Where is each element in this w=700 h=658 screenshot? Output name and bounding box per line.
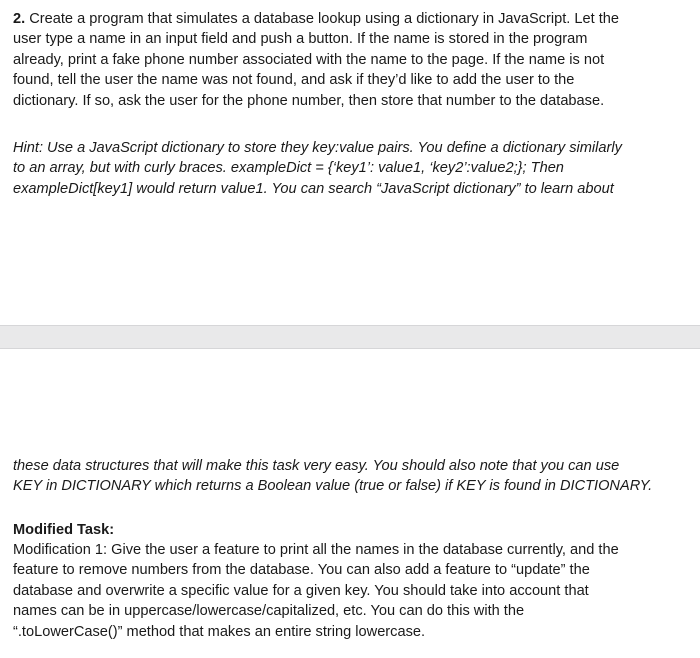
modified-task-heading: Modified Task: — [13, 522, 115, 538]
hint-line: to an array, but with curly braces. exampleDict = {‘key1’: value1, ‘key2’:value2;}; Then — [13, 160, 564, 177]
task-paragraph — [13, 9, 693, 111]
modified-line: “.toLowerCase()” method that makes an entire string lowercase. — [13, 623, 426, 640]
task-number: 2. — [13, 11, 26, 27]
modified-line: database and overwrite a specific value for a given key. You should take into account that — [13, 582, 589, 599]
modified-line: feature to remove numbers from the database. You can also add a feature to “update” the — [13, 562, 590, 579]
task-line-text: Create a program that simulates a database lookup using a dictionary in JavaScript. Let the — [25, 11, 619, 27]
page-break-divider — [0, 325, 700, 349]
task-line: user type a name in an input field and push a button. If the name is stored in the program — [13, 31, 588, 48]
hint-line: Hint: Use a JavaScript dictionary to store they key:value pairs. You define a dictionary similarly — [13, 140, 622, 156]
hint-line: KEY in DICTIONARY which returns a Boolean value (true or false) if KEY is found in DICTIONARY. — [13, 478, 653, 495]
task-line — [13, 9, 693, 29]
hint-line: exampleDict[key1] would return value1. You can search “JavaScript dictionary” to learn about — [13, 180, 614, 197]
task-line: dictionary. If so, ask the user for the phone number, then store that number to the database. — [13, 92, 605, 109]
hint-continuation-paragraph — [13, 456, 693, 497]
modified-task-paragraph — [13, 540, 693, 642]
hint-line: these data structures that will make this task very easy. You should also note that you can use — [13, 458, 620, 474]
modified-line: names can be in uppercase/lowercase/capitalized, etc. You can do this with the — [13, 603, 525, 620]
modified-line: Modification 1: Give the user a feature to print all the names in the database currently, and the — [13, 542, 619, 558]
task-line: already, print a fake phone number associated with the name to the page. If the name is not — [13, 51, 605, 68]
hint-paragraph — [13, 138, 693, 199]
task-line: found, tell the user the name was not found, and ask if they’d like to add the user to the — [13, 72, 575, 89]
